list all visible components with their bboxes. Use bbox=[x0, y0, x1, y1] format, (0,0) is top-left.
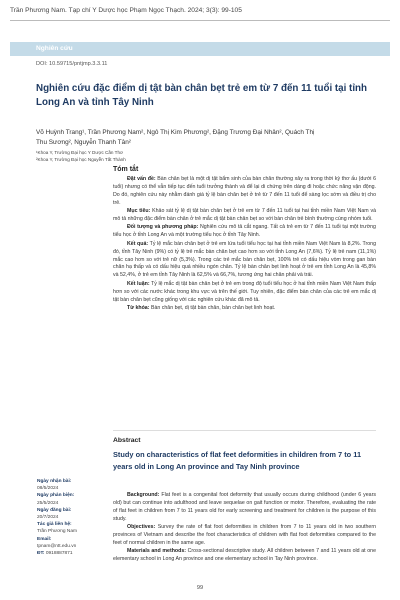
affiliation-2: ²Khoa Y, Trường Đại học Nguyễn Tất Thành bbox=[36, 157, 126, 162]
corresponding-author: Trần Phương Nam bbox=[37, 529, 78, 535]
accepted-label: Ngày đăng bài: bbox=[37, 507, 72, 513]
abstract-background-label: Background: bbox=[127, 492, 160, 498]
objective-text: Khảo sát tỷ lệ dị tật bàn chân bẹt ở trẻ em từ 7 đến 11 tuổi tại hai tỉnh miền Nam Việt Nam và mô tả những đặc điểm bàn chân ở trẻ mắc dị tật bàn chân bẹt so với bàn chân trẻ bình thường cùng nhóm tuổi. bbox=[113, 208, 376, 223]
keywords-label: Từ khóa: bbox=[127, 305, 150, 311]
affiliation-1: ¹Khoa Y, Trường Đại học Y Dược Cần Thơ bbox=[36, 150, 124, 155]
results-text: Tỷ lệ mắc bàn chân bẹt ở trẻ em lứa tuổi tiểu học tại hai tỉnh miền Nam Việt Nam là 8,2%. Trong đó, tỉnh Tây Ninh (9%) có tỷ lệ trẻ mắc bàn chân bẹt cao hơn so với tỉnh Long An (7,6%). Tỷ lệ trẻ nam (11,1%) mắc cao hơn so với trẻ nữ (5,3%). Trong các trẻ mắc bàn chân bẹt, 100% trẻ có dấu hiệu vòm trong gan bàn chân hạ thấp và có dấu hiệu quá nhiều ngón chân. Tỷ lệ bàn chân bẹt linh hoạt ở trẻ em tỉnh Long An là 45,8% và 52,4%, ở trẻ em tỉnh Tây Ninh là 62,5% và 66,7%, tương ứng hai chân phải và trái. bbox=[113, 240, 376, 279]
background-label: Đặt vấn đề: bbox=[127, 176, 156, 182]
journal-citation: Trần Phương Nam. Tạp chí Y Dược học Phạm Ngọc Thạch. 2024; 3(3): 99-105 bbox=[10, 7, 242, 14]
author-list bbox=[36, 128, 374, 148]
summary-keywords bbox=[113, 305, 376, 313]
summary-heading: Tóm tắt bbox=[113, 166, 139, 173]
keywords-text: Bàn chân bẹt, dị tật bàn chân, bàn chân bẹt linh hoạt. bbox=[150, 305, 276, 311]
vietnamese-summary bbox=[113, 176, 376, 313]
objective-label: Mục tiêu: bbox=[127, 208, 151, 215]
summary-methods bbox=[113, 224, 376, 240]
phone-line bbox=[37, 550, 107, 557]
methods-text: Nghiên cứu mô tả cắt ngang. Tất cả trẻ em từ 7 đến 11 tuổi tại một trường tiểu học ở tỉnh Long An và một trường tiểu học ở tỉnh Tây Ninh. bbox=[113, 224, 376, 239]
phone-label: ĐT: bbox=[37, 551, 45, 557]
abstract-divider bbox=[113, 430, 376, 431]
authors-line-1: Võ Huỳnh Trang¹, Trần Phương Nam², Ngô Thị Kim Phương², Đặng Trương Đại Nhân², Quách Thị bbox=[36, 129, 315, 136]
english-abstract bbox=[113, 492, 376, 565]
summary-conclusion bbox=[113, 281, 376, 305]
conclusion-text: Tỷ lệ mắc dị tật bàn chân bẹt ở trẻ em trong độ tuổi tiểu học ở hai tỉnh miền Nam Việt Nam thấp hơn so với các nước khác trong khu vực và trên thế giới. Tuy nhiên, đặc điểm bàn chân của các trẻ em mắc dị tật bàn chân bẹt cũng giống với các nghiên cứu khác đã mô tả. bbox=[113, 280, 376, 303]
page-number: 99 bbox=[196, 585, 204, 591]
background-text: Bàn chân bẹt là một dị tật bẩm sinh của bàn chân thường xảy ra trong thời kỳ thơ ấu (dưới 6 tuổi) nhưng có thể vẫn tiếp tục đến tuổi trưởng thành và để lại di chứng trên dáng đi hoặc chức năng vận động. Do đó, nghiên cứu này nhằm đánh giá tỷ lệ bàn chân bẹt ở trẻ từ 7 đến 11 tuổi để sàng lọc sớm và điều trị cho trẻ. bbox=[113, 176, 376, 206]
header-rule bbox=[10, 20, 390, 21]
abstract-materials bbox=[113, 548, 376, 564]
section-label: Nghiên cứu bbox=[36, 45, 73, 52]
abstract-heading: Abstract bbox=[113, 437, 141, 444]
abstract-background bbox=[113, 492, 376, 524]
doi-link[interactable]: DOI: 10.59715/pntjmp.3.3.11 bbox=[36, 61, 108, 67]
abstract-objectives-label: Objectives: bbox=[127, 524, 156, 531]
review-label: Ngày phản biện: bbox=[37, 493, 75, 499]
received-date: 08/5/2024 bbox=[37, 486, 59, 492]
authors-line-2: Thu Sương², Nguyễn Thanh Tân² bbox=[36, 139, 131, 146]
email-label: Email: bbox=[37, 536, 52, 542]
abstract-background-text: Flat feet is a congenital foot deformity that usually occurs during childhood (under 6 years old) but can continue into adulthood and leave sequelae on gait function or motor. Therefore, evaluating the rate of flat feet in children from 7 to 11 years old for early screening and treatment for children is the purpose of this study. bbox=[113, 492, 376, 522]
email-link[interactable]: tpnam@ntt.edu.vn bbox=[37, 543, 77, 549]
summary-background bbox=[113, 176, 376, 208]
article-info-sidebar bbox=[37, 478, 107, 557]
abstract-materials-label: Materials and methods: bbox=[127, 548, 186, 555]
abstract-objectives bbox=[113, 524, 376, 548]
results-label: Kết quả: bbox=[127, 240, 149, 247]
abstract-objectives-text: Survey the rate of flat foot deformities in children from 7 to 11 years old in two southern provinces of Vietnam and describe the foot characteristics of children with flat foot deformities compared to the feet of normal children in the same age. bbox=[113, 524, 377, 546]
summary-results bbox=[113, 241, 376, 281]
conclusion-label: Kết luận: bbox=[127, 280, 150, 287]
accepted-date: 20/7/2024 bbox=[37, 515, 59, 521]
section-banner bbox=[10, 42, 390, 56]
article-title: Nghiên cứu đặc điểm dị tật bàn chân bẹt trẻ em từ 7 đến 11 tuổi tại tỉnh Long An và tỉnh Tây Ninh bbox=[36, 83, 368, 108]
review-date: 25/5/2024 bbox=[37, 500, 59, 506]
summary-objective bbox=[113, 208, 376, 224]
abstract-materials-text: Cross-sectional descriptive study. All children between 7 and 11 years old at one elementary school in Long An province and one elementary school in Tay Ninh province. bbox=[113, 548, 376, 563]
methods-label: Đối tượng và phương pháp: bbox=[127, 224, 199, 231]
corresponding-author-label: Tác giả liên hệ: bbox=[37, 522, 72, 528]
abstract-title: Study on characteristics of flat feet deformities in children from 7 to 11 years old in Long An province and Tay Ninh province bbox=[113, 450, 362, 471]
received-label: Ngày nhận bài: bbox=[37, 479, 72, 484]
phone-number: 0918887871 bbox=[45, 551, 73, 557]
